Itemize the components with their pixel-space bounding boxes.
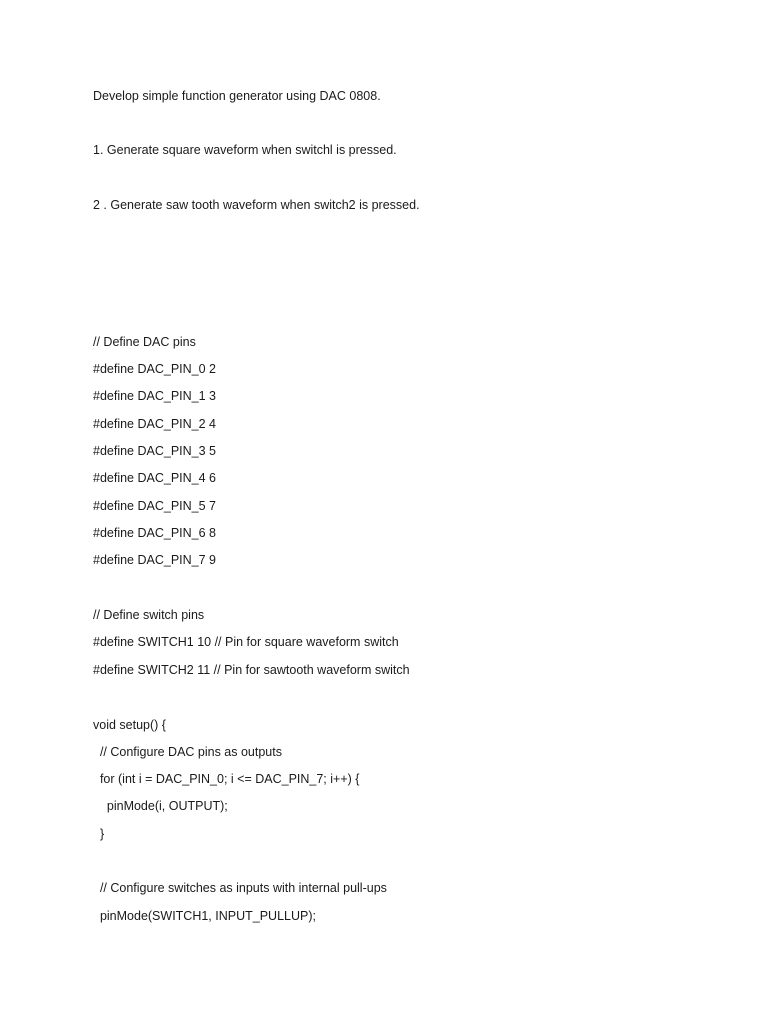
code-line: // Define switch pins bbox=[93, 608, 205, 622]
code-line: // Configure DAC pins as outputs bbox=[93, 745, 282, 759]
document-heading: Develop simple function generator using DAC 0808. bbox=[93, 89, 381, 103]
code-line: pinMode(i, OUTPUT); bbox=[93, 799, 228, 813]
code-line: // Define DAC pins bbox=[93, 335, 196, 349]
code-line: #define DAC_PIN_3 5 bbox=[93, 444, 216, 458]
code-line: pinMode(SWITCH1, INPUT_PULLUP); bbox=[93, 909, 316, 923]
code-line: #define DAC_PIN_5 7 bbox=[93, 499, 216, 513]
task-2: 2 . Generate saw tooth waveform when switch2 is pressed. bbox=[93, 198, 420, 212]
code-line: // Configure switches as inputs with internal pull-ups bbox=[93, 881, 387, 895]
code-line: #define DAC_PIN_7 9 bbox=[93, 553, 216, 567]
code-line: for (int i = DAC_PIN_0; i <= DAC_PIN_7; i++) { bbox=[93, 772, 360, 786]
code-line: #define DAC_PIN_0 2 bbox=[93, 362, 216, 376]
task-1: 1. Generate square waveform when switchl is pressed. bbox=[93, 143, 397, 157]
code-line: #define DAC_PIN_4 6 bbox=[93, 471, 216, 485]
code-line: #define DAC_PIN_6 8 bbox=[93, 526, 216, 540]
code-line: void setup() { bbox=[93, 718, 166, 732]
code-line: #define DAC_PIN_2 4 bbox=[93, 417, 216, 431]
code-line: #define DAC_PIN_1 3 bbox=[93, 389, 216, 403]
code-line: } bbox=[93, 827, 105, 841]
code-line: #define SWITCH1 10 // Pin for square waveform switch bbox=[93, 635, 399, 649]
code-line: #define SWITCH2 11 // Pin for sawtooth waveform switch bbox=[93, 663, 410, 677]
